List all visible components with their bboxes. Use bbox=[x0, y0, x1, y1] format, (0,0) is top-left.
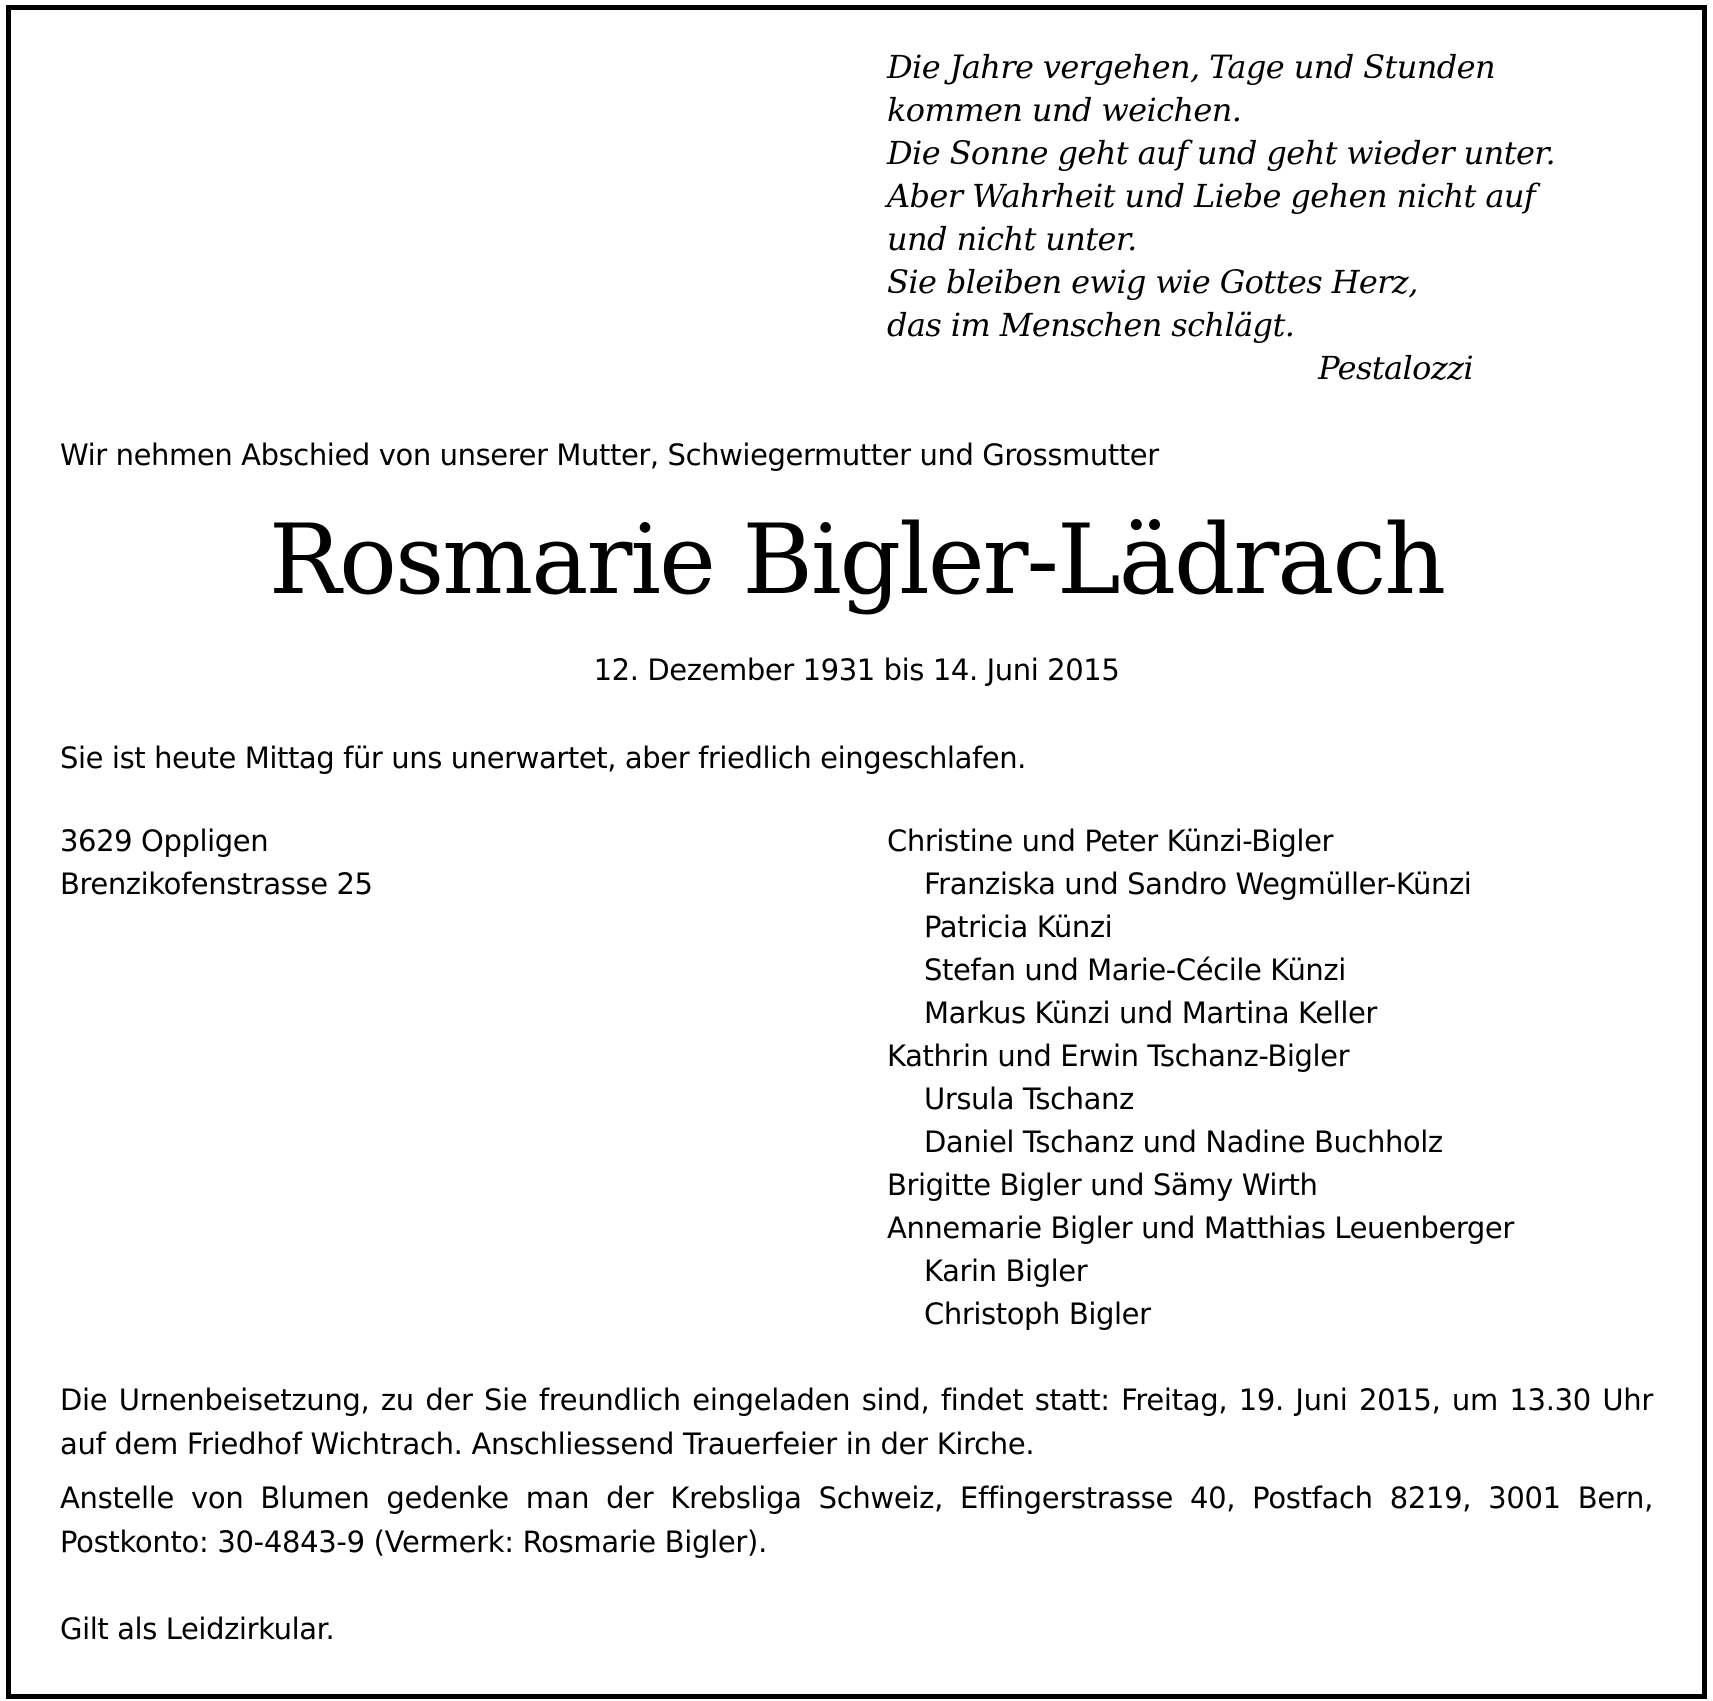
poem-line: und nicht unter. bbox=[887, 220, 1137, 258]
mourner-entry: Stefan und Marie-Cécile Künzi bbox=[924, 953, 1346, 987]
poem-line: Sie bleiben ewig wie Gottes Herz, bbox=[887, 263, 1418, 301]
poem-quote bbox=[887, 46, 1556, 390]
address-block bbox=[60, 820, 373, 906]
life-dates: 12. Dezember 1931 bis 14. Juni 2015 bbox=[593, 653, 1120, 687]
poem-line: Die Sonne geht auf und geht wieder unter. bbox=[887, 134, 1556, 172]
address-city: 3629 Oppligen bbox=[60, 824, 269, 858]
poem-line: das im Menschen schlägt. bbox=[887, 306, 1295, 344]
poem-author: Pestalozzi bbox=[1318, 349, 1473, 387]
poem-line: kommen und weichen. bbox=[887, 91, 1242, 129]
mourners-list bbox=[887, 820, 1514, 1336]
mourner-entry: Kathrin und Erwin Tschanz-Bigler bbox=[887, 1039, 1350, 1073]
mourner-entry: Annemarie Bigler und Matthias Leuenberger bbox=[887, 1211, 1514, 1245]
poem-line: Die Jahre vergehen, Tage und Stunden bbox=[887, 48, 1495, 86]
mourner-entry: Daniel Tschanz und Nadine Buchholz bbox=[924, 1125, 1443, 1159]
mourner-entry: Ursula Tschanz bbox=[924, 1082, 1134, 1116]
donation-info: Anstelle von Blumen gedenke man der Krebsliga Schweiz, Effingerstrasse 40, Postfach 8219, 3001 Bern, Postkonto: 30-4843-9 (Vermerk: Rosmarie Bigler). bbox=[60, 1481, 1653, 1559]
farewell-intro: Wir nehmen Abschied von unserer Mutter, Schwiegermutter und Grossmutter bbox=[60, 438, 1159, 472]
mourner-entry: Christine und Peter Künzi-Bigler bbox=[887, 824, 1334, 858]
poem-line: Aber Wahrheit und Liebe gehen nicht auf bbox=[887, 177, 1536, 215]
mourner-entry: Patricia Künzi bbox=[924, 910, 1113, 944]
address-street: Brenzikofenstrasse 25 bbox=[60, 867, 373, 901]
deceased-name: Rosmarie Bigler-Lädrach bbox=[268, 504, 1445, 616]
mourner-entry: Markus Künzi und Martina Keller bbox=[924, 996, 1377, 1030]
circular-note: Gilt als Leidzirkular. bbox=[60, 1612, 335, 1646]
mourner-entry: Karin Bigler bbox=[924, 1254, 1088, 1288]
mourner-entry: Franziska und Sandro Wegmüller-Künzi bbox=[924, 867, 1472, 901]
death-statement: Sie ist heute Mittag für uns unerwartet, aber friedlich eingeschlafen. bbox=[60, 741, 1027, 775]
burial-info: Die Urnenbeisetzung, zu der Sie freundlich eingeladen sind, findet statt: Freitag, 19. Juni 2015, um 13.30 Uhr auf dem Friedhof Wichtrach. Anschliessend Trauerfeier in der Kirche. bbox=[60, 1383, 1653, 1461]
mourner-entry: Christoph Bigler bbox=[924, 1297, 1151, 1331]
mourner-entry: Brigitte Bigler und Sämy Wirth bbox=[887, 1168, 1318, 1202]
